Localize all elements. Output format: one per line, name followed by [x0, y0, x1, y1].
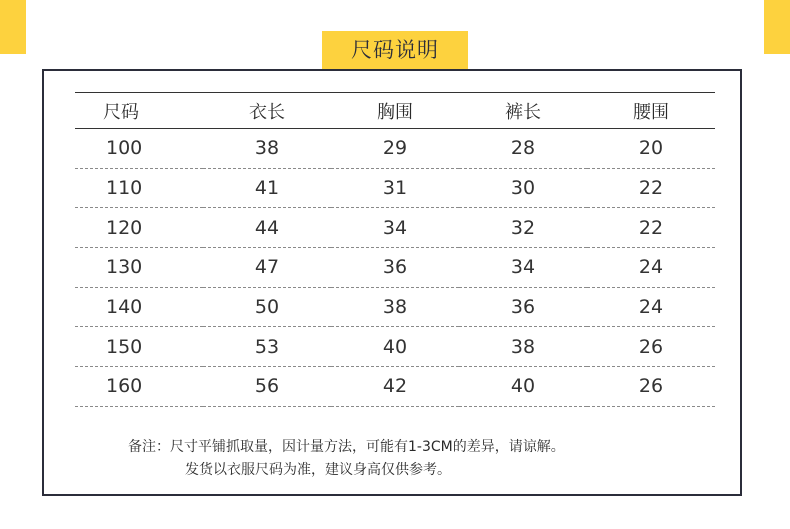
- cell-waist: 22: [587, 208, 715, 248]
- cell-pants-length: 32: [459, 208, 587, 248]
- cell-pants-length: 30: [459, 168, 587, 208]
- header-chest: 胸围: [331, 93, 459, 129]
- cell-pants-length: 34: [459, 248, 587, 288]
- cell-waist: 26: [587, 367, 715, 407]
- table-row: [75, 129, 715, 169]
- cell-size: 100: [75, 129, 203, 169]
- cell-size: 140: [75, 287, 203, 327]
- cell-chest: 31: [331, 168, 459, 208]
- cell-waist: 20: [587, 129, 715, 169]
- cell-length: 50: [203, 287, 331, 327]
- cell-chest: 38: [331, 287, 459, 327]
- cell-length: 47: [203, 248, 331, 288]
- cell-size: 130: [75, 248, 203, 288]
- cell-chest: 36: [331, 248, 459, 288]
- cell-waist: 22: [587, 168, 715, 208]
- page-title: 尺码说明: [322, 31, 468, 69]
- cell-pants-length: 36: [459, 287, 587, 327]
- header-waist: 腰围: [587, 93, 715, 129]
- cell-size: 120: [75, 208, 203, 248]
- cell-waist: 26: [587, 327, 715, 367]
- cell-length: 53: [203, 327, 331, 367]
- cell-length: 44: [203, 208, 331, 248]
- table-row: [75, 327, 715, 367]
- cell-waist: 24: [587, 248, 715, 288]
- cell-size: 110: [75, 168, 203, 208]
- note-line-2: 发货以衣服尺码为准，建议身高仅供参考。: [185, 462, 451, 478]
- cell-size: 150: [75, 327, 203, 367]
- table-row: [75, 287, 715, 327]
- cell-pants-length: 28: [459, 129, 587, 169]
- cell-pants-length: 40: [459, 367, 587, 407]
- table-row: [75, 248, 715, 288]
- corner-accent-right: [764, 0, 790, 54]
- cell-chest: 29: [331, 129, 459, 169]
- cell-chest: 42: [331, 367, 459, 407]
- note-line-1: 备注：尺寸平铺抓取量，因计量方法，可能有1-3CM的差异，请谅解。: [128, 439, 565, 455]
- cell-size: 160: [75, 367, 203, 407]
- cell-length: 41: [203, 168, 331, 208]
- size-note: [128, 436, 708, 482]
- corner-accent-left: [0, 0, 26, 54]
- table-row: [75, 168, 715, 208]
- cell-waist: 24: [587, 287, 715, 327]
- header-pants-length: 裤长: [459, 93, 587, 129]
- cell-length: 38: [203, 129, 331, 169]
- size-table: [75, 92, 715, 407]
- cell-chest: 40: [331, 327, 459, 367]
- cell-pants-length: 38: [459, 327, 587, 367]
- cell-chest: 34: [331, 208, 459, 248]
- header-length: 衣长: [203, 93, 331, 129]
- table-header-row: [75, 93, 715, 129]
- header-size: 尺码: [75, 93, 203, 129]
- table-row: [75, 367, 715, 407]
- cell-length: 56: [203, 367, 331, 407]
- table-row: [75, 208, 715, 248]
